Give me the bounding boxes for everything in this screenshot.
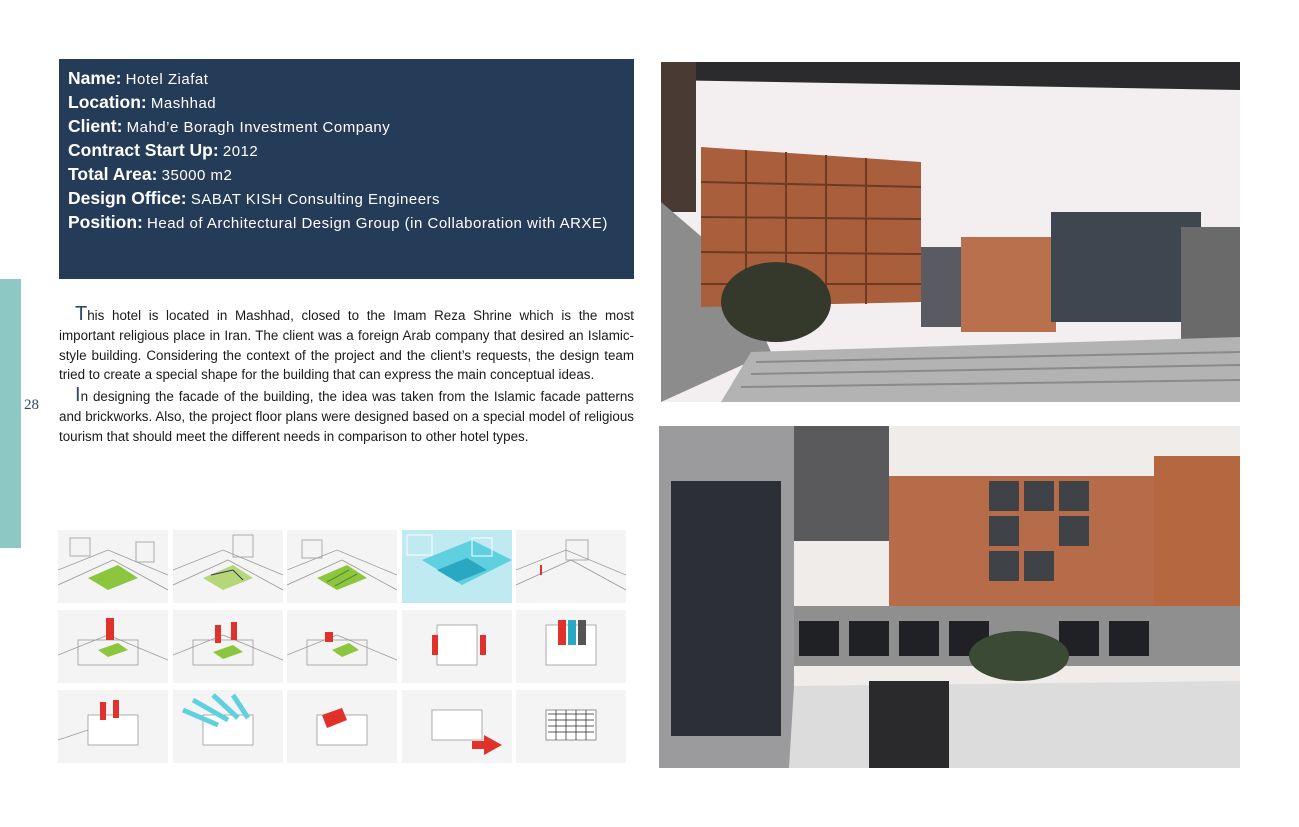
diagram-tile	[516, 690, 626, 763]
paragraph-1	[59, 305, 634, 385]
info-label: Position:	[68, 212, 143, 232]
diagram-tile	[58, 690, 168, 763]
diagram-tile	[173, 610, 283, 683]
diagram-tile	[173, 530, 283, 603]
diagram-tile	[402, 530, 512, 603]
info-value: 2012	[222, 143, 259, 160]
info-label: Name:	[68, 68, 122, 88]
info-value: Head of Architectural Design Group (in Collaboration with ARXE)	[147, 215, 608, 232]
info-label: Location:	[68, 92, 147, 112]
diagram-tile	[287, 530, 397, 603]
diagram-tile	[516, 610, 626, 683]
project-info-box	[59, 59, 634, 279]
paragraph-text: n designing the facade of the building, the idea was taken from the Islamic facade patterns and brickworks. Also, the project floor plans were designed based on a special model of religious tourism that should meet the different needs in comparison to other hotel types.	[59, 389, 634, 444]
info-value: Mashhad	[150, 95, 217, 112]
info-value: SABAT KISH Consulting Engineers	[190, 191, 441, 208]
info-value: Hotel Ziafat	[125, 71, 209, 88]
info-value: 35000 m2	[161, 167, 233, 184]
page-number: 28	[24, 397, 39, 413]
diagram-tile	[58, 610, 168, 683]
hotel-render-inner-court	[659, 426, 1240, 768]
paragraph-text: his hotel is located in Mashhad, closed to the Imam Reza Shrine which is the most important religious place in Iran. The client was a foreign Arab company that desired an Islamic-style building. Considering the context of the project and the client’s requests, the design team tried to create a special shape for the building that can express the main conceptual ideas.	[59, 308, 634, 383]
info-position	[68, 211, 624, 235]
info-contract-start	[68, 139, 624, 163]
info-total-area	[68, 163, 624, 187]
info-name	[68, 67, 624, 91]
info-value: Mahd’e Boragh Investment Company	[126, 119, 391, 136]
info-label: Contract Start Up:	[68, 140, 219, 160]
description-text	[59, 305, 634, 448]
info-design-office	[68, 187, 624, 211]
diagram-tile	[402, 690, 512, 763]
info-location	[68, 91, 624, 115]
diagram-tile	[287, 610, 397, 683]
diagram-tile	[173, 690, 283, 763]
info-client	[68, 115, 624, 139]
info-label: Total Area:	[68, 164, 158, 184]
diagram-tile	[58, 530, 168, 603]
paragraph-2	[59, 386, 634, 446]
side-accent-strip	[0, 279, 21, 548]
info-label: Design Office:	[68, 188, 187, 208]
concept-diagram-grid	[58, 530, 626, 763]
info-label: Client:	[68, 116, 123, 136]
initial-letter: I	[75, 384, 81, 407]
diagram-tile	[287, 690, 397, 763]
initial-letter: T	[75, 303, 88, 325]
diagram-tile	[402, 610, 512, 683]
diagram-tile	[516, 530, 626, 603]
hotel-render-courtyard	[661, 62, 1240, 402]
